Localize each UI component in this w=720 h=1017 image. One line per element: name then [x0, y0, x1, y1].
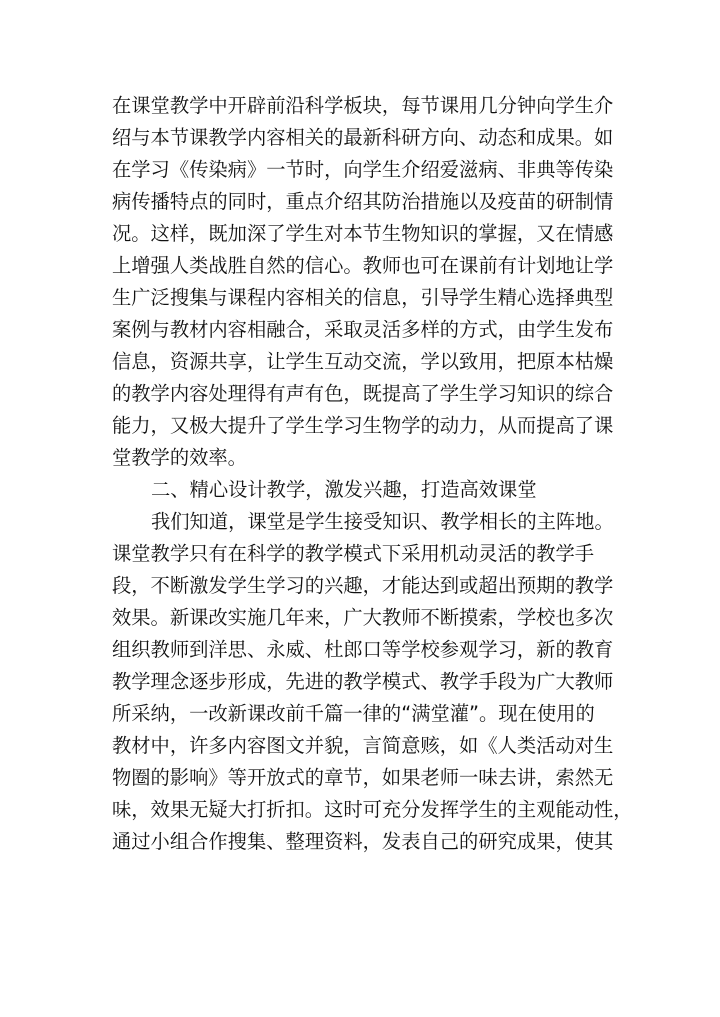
text-line: 上增强人类战胜自然的信心。教师也可在课前有计划地让学	[112, 254, 614, 277]
text-line: 堂教学的效率。	[112, 446, 247, 469]
text-line: 信息，资源共享，让学生互动交流，学以致用，把原本枯燥	[112, 350, 614, 373]
text-line: 在课堂教学中开辟前沿科学板块，每节课用几分钟向学生介	[112, 94, 614, 117]
body-text	[112, 90, 633, 858]
text-line: 案例与教材内容相融合，采取灵活多样的方式，由学生发布	[112, 318, 614, 341]
paragraph-1	[112, 90, 624, 474]
text-line: 病传播特点的同时，重点介绍其防治措施以及疫苗的研制情	[112, 190, 614, 213]
text-line: 绍与本节课教学内容相关的最新科研方向、动态和成果。如	[112, 126, 614, 149]
text-line: 段，不断激发学生学习的兴趣，才能达到或超出预期的教学	[112, 574, 614, 597]
text-line: 况。这样，既加深了学生对本节生物知识的掌握，又在情感	[112, 222, 614, 245]
section-heading: 二、精心设计教学，激发兴趣，打造高效课堂	[151, 478, 537, 501]
text-line: 教材中，许多内容图文并貌，言简意赅，如《人类活动对生	[112, 734, 614, 757]
text-line: 效果。新课改实施几年来，广大教师不断摸索，学校也多次	[112, 606, 614, 629]
text-line: 生广泛搜集与课程内容相关的信息，引导学生精心选择典型	[112, 286, 614, 309]
paragraph-2	[112, 506, 633, 858]
text-line: 我们知道，课堂是学生接受知识、教学相长的主阵地。	[151, 510, 614, 533]
text-line: 能力，又极大提升了学生学习生物学的动力，从而提高了课	[112, 414, 614, 437]
text-line: 课堂教学只有在科学的教学模式下采用机动灵活的教学手	[112, 542, 595, 565]
text-line: 在学习《传染病》一节时，向学生介绍爱滋病、非典等传染	[112, 158, 614, 181]
text-line: 所采纳，一改新课改前千篇一律的“满堂灌”。现在使用的	[112, 702, 595, 725]
text-line: 物圈的影响》等开放式的章节，如果老师一味去讲，索然无	[112, 766, 614, 789]
text-line: 教学理念逐步形成，先进的教学模式、教学手段为广大教师	[112, 670, 614, 693]
text-line: 组织教师到洋思、永威、杜郎口等学校参观学习，新的教育	[112, 638, 614, 661]
text-line: 味，效果无疑大打折扣。这时可充分发挥学生的主观能动性，	[112, 798, 633, 821]
text-line: 的教学内容处理得有声有色，既提高了学生学习知识的综合	[112, 382, 614, 405]
text-line: 通过小组合作搜集、整理资料，发表自己的研究成果，使其	[112, 830, 614, 853]
